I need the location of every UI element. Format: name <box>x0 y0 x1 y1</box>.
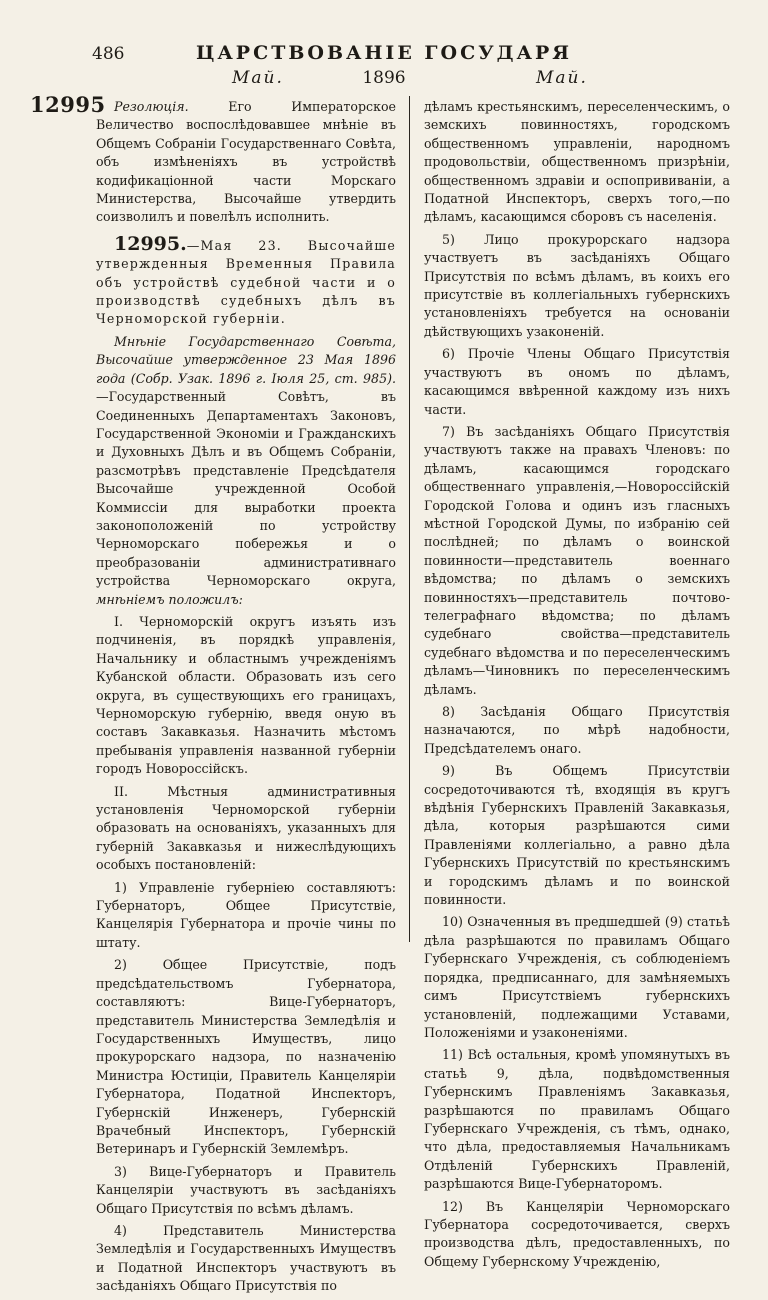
article-5: 5) Лицо прокурорскаго надзора участвуетъ въ засѣданіяхъ Общаго Присутствія по всѣмъ дѣламъ, въ коихъ его присутствіе въ коллегіальныхъ губернскихъ установленіяхъ требуется на основаніи дѣйствующихъ узаконеній. <box>424 231 730 339</box>
article-8: 8) Засѣданія Общаго Присутствія назначаются, по мѣрѣ надобности, Предсѣдателемъ онаго. <box>424 704 730 756</box>
margin-document-number: 12995 <box>30 92 106 117</box>
resolution-paragraph <box>96 98 396 227</box>
opinion-citation: Мнѣніе Государственнаго Совѣта, Высочайше утвержденное 23 Мая 1896 года (Собр. Узак. 1896 г. Іюля 25, ст. 985). <box>96 333 396 386</box>
section-2: II. Мѣстныя административныя установленія Черноморской губерніи образовать на основаніяхъ, указанныхъ для губерній Закавказья и нижеслѣдующихъ особыхъ постановленій: <box>96 783 396 873</box>
resolution-text: Его Императорское Величество воспослѣдовавшее мнѣніе въ Общемъ Собраніи Государственнаго Совѣта, объ измѣненіяхъ въ устройствѣ кодификаціонной части Морскаго Министерства, Высочайше утвердить соизволилъ и повелѣлъ исполнить. <box>96 99 396 225</box>
opinion-paragraph <box>96 333 396 609</box>
article-6: 6) Прочіе Члены Общаго Присутствія участвуютъ въ ономъ по дѣламъ, касающимся ввѣренной каждому изъ нихъ части. <box>424 346 730 417</box>
article-7: 7) Въ засѣданіяхъ Общаго Присутствія участвуютъ также на правахъ Членовъ: по дѣламъ, касающимся городскаго общественнаго управленія,—Новороссійскій Городской Голова и одинъ изъ гласныхъ мѣстной Городской Думы, по избранію сей послѣдней; по дѣламъ о воинской повинности—представитель военнаго вѣдомства; по дѣламъ о земскихъ повинностяхъ—представитель почтово-телеграфнаго вѣдомства; по дѣламъ судебнаго свойства—представитель судебнаго вѣдомства и по переселенческимъ дѣламъ—Чиновникъ по переселенческимъ дѣламъ. <box>424 423 730 697</box>
continuation-paragraph: дѣламъ крестьянскимъ, переселенческимъ, о земскихъ повинностяхъ, городскомъ общественномъ управленіи, народномъ продовольствіи, общественномъ призрѣніи, общественномъ здравіи и оспопрививаніи, а Податной Инспекторъ, сверхъ того,—по дѣламъ, касающимся сборовъ съ населенія. <box>424 99 730 225</box>
act-heading <box>96 232 396 329</box>
article-2: 2) Общее Присутствіе, подъ предсѣдательствомъ Губернатора, составляютъ: Вице-Губернаторъ, представитель Министерства Земледѣлія и Государственныхъ Имуществъ, лицо прокурорскаго надзора, по назначенію Министра Юстиціи, Правитель Канцеляріи Губернатора, Податной Инспекторъ, Губернскій Инженеръ, Губернскій Врачебный Инспекторъ, Губернскій Ветеринаръ и Губернскій Землемѣръ. <box>96 957 396 1157</box>
article-4: 4) Представитель Министерства Земледѣлія и Государственныхъ Имуществъ и Податной Инспекторъ участвуютъ въ засѣданіяхъ Общаго Присутствія по <box>96 1222 396 1294</box>
article-12: 12) Въ Канцеляріи Черноморскаго Губернатора сосредоточивается, сверхъ производства дѣлъ, предоставленныхъ, по Общему Губернскому Учрежденію, <box>424 1198 730 1269</box>
article-1: 1) Управленіе губерніею составляютъ: Губернаторъ, Общее Присутствіе, Канцелярія Губернатора и прочіе чины по штату. <box>96 879 396 950</box>
date-line <box>0 68 768 90</box>
right-column <box>424 98 730 1275</box>
article-3: 3) Вице-Губернаторъ и Правитель Канцеляріи участвуютъ въ засѣданіяхъ Общаго Присутствія по всѣмъ дѣламъ. <box>96 1163 396 1216</box>
article-9: 9) Въ Общемъ Присутствіи сосредоточиваются тѣ, входящія въ кругъ вѣдѣнія Губернскихъ Правленій Закавказья, дѣла, которыя разрѣшаются сими Правленіями коллегіально, а равно дѣла Губернскихъ Присутствій по крестьянскимъ и городскимъ дѣламъ и по воинской повинности. <box>424 763 730 908</box>
month-left: Май. <box>232 68 284 88</box>
opinion-ending: мнѣніемъ положилъ: <box>96 591 243 607</box>
year: 1896 <box>362 68 406 88</box>
section-1: I. Черноморскій округъ изъять изъ подчиненія, въ порядкѣ управленія, Начальнику и областнымъ учрежденіямъ Кубанской области. Образовать изъ сего округа, въ существующихъ его границахъ, Черноморскую губернію, введя оную въ составъ Закавказья. Назначить мѣстомъ пребыванія управленія названной губерніи городъ Новороссійскъ. <box>96 613 396 777</box>
resolution-label: Резолюція. <box>114 99 189 114</box>
month-right: Май. <box>536 68 588 88</box>
act-title: —Мая 23. Высочайше утвержденныя Временныя Правила объ устройствѣ судебной части и о производствѣ судебныхъ дѣлъ въ Черноморской губерніи. <box>96 237 396 327</box>
opinion-text: —Государственный Совѣтъ, въ Соединенныхъ Департаментахъ Законовъ, Государственной Экономіи и Гражданскихъ и Духовныхъ Дѣлъ и въ Общемъ Собраніи, разсмотрѣвъ представленіе Предсѣдателя Высочайше учрежденной Особой Коммиссіи для выработки проекта законоположеній по устройству Черноморскаго побережья и о преобразованіи административнаго устройства Черноморскаго округа, <box>96 389 396 589</box>
article-10: 10) Означенныя въ предшедшей (9) статьѣ дѣла разрѣшаются по правиламъ Общаго Губернскаго Учрежденія, съ соблюденіемъ порядка, предписаннаго, для замѣняемыхъ симъ Присутствіемъ губернскихъ установленій, подлежащими Уставами, Положеніями и узаконеніями. <box>424 914 730 1040</box>
act-number: 12995. <box>114 232 187 255</box>
running-title: ЦАРСТВОВАНІЕ ГОСУДАРЯ <box>195 42 573 64</box>
left-column <box>96 98 396 1300</box>
page-number: 486 <box>92 44 125 64</box>
article-11: 11) Всѣ остальныя, кромѣ упомянутыхъ въ статьѣ 9, дѣла, подвѣдомственныя Губернскимъ Правленіямъ Закавказья, разрѣшаются по правиламъ Общаго Губернскаго Учрежденія, съ тѣмъ, однако, что дѣла, предоставляемыя Начальникамъ Отдѣленій Губернскихъ Правленій, разрѣшаются Вице-Губернаторомъ. <box>424 1047 730 1192</box>
column-divider <box>409 96 410 942</box>
